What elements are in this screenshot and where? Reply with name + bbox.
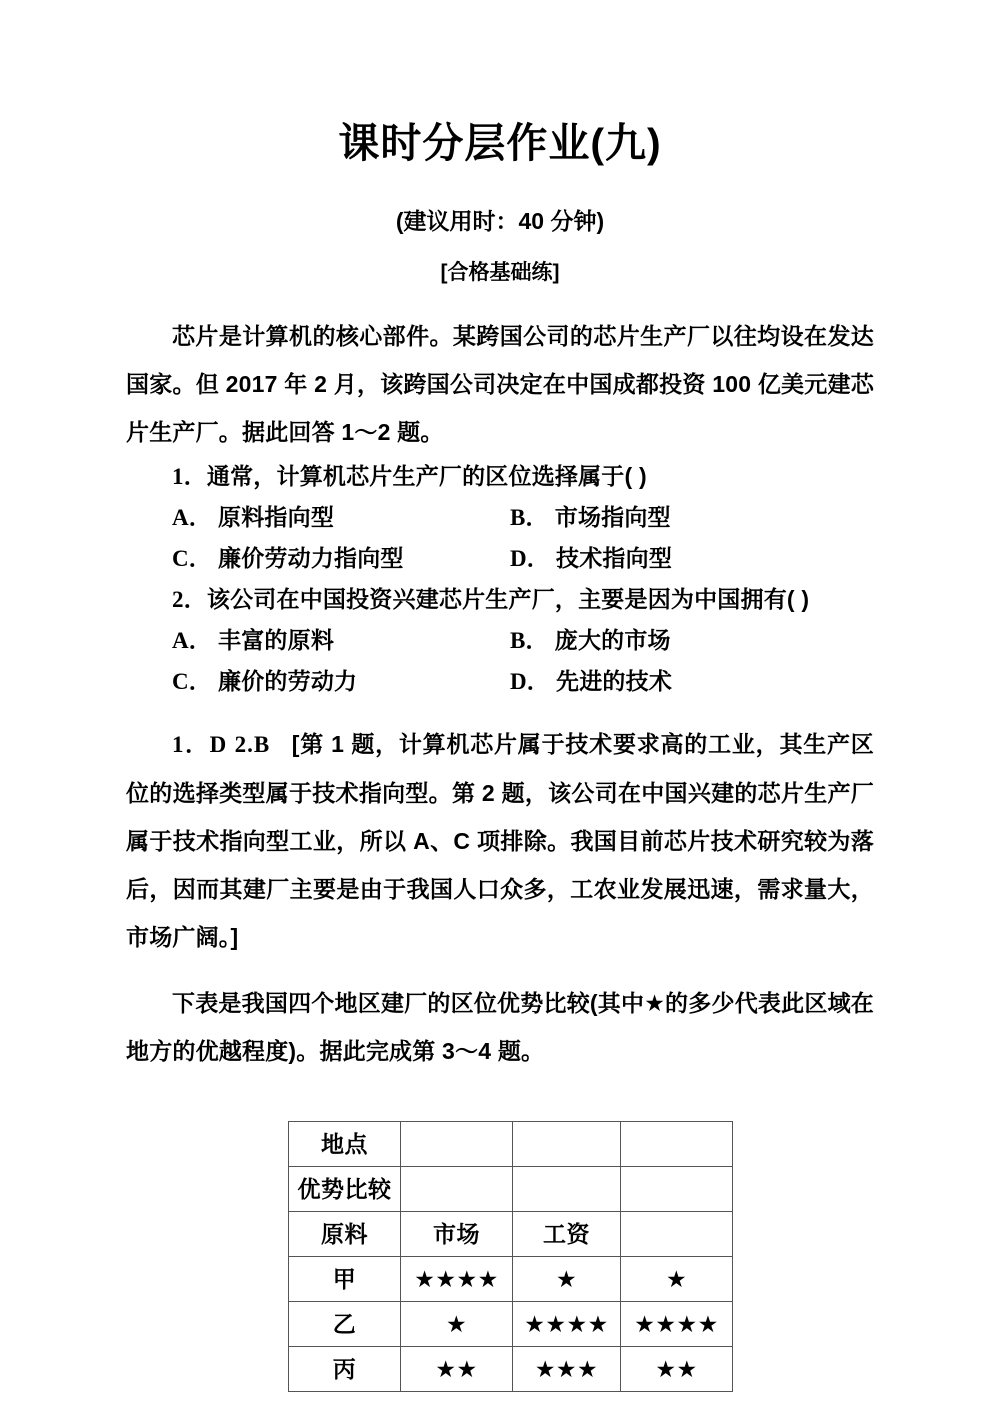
question-2-number: 2． [172,587,207,613]
table-row [289,1302,733,1347]
answer-keys: 1．D 2.B [172,732,271,758]
option-b-label: B． [510,505,549,531]
option-b-text: 市场指向型 [554,504,671,531]
table-row [289,1167,733,1212]
table-cell [513,1167,621,1212]
answer-explanation-block [126,702,874,961]
question-2-stem: 该公司在中国投资兴建芯片生产厂，主要是因为中国拥有( ) [206,586,810,613]
question-1-stem: 通常，计算机芯片生产厂的区位选择属于( ) [206,463,647,490]
table-cell-rating: ★★★★ [513,1302,621,1347]
question-1-option-d[interactable] [510,538,874,579]
option-c-text: 廉价的劳动力 [218,668,358,695]
question-1-options-row-1 [126,497,874,538]
table-cell [621,1167,733,1212]
question-2 [126,579,874,620]
answer-explanation: [第 1 题，计算机芯片属于技术要求高的工业，其生产区位的选择类型属于技术指向型。第 2 题，该公司在中国兴建的芯片生产厂属于技术指向型工业，所以 A、C 项排除。我国目前芯片技术研究较为落后，因而其建厂主要是由于我国人口众多，工农业发展迅速，需求量大，市场广阔。] [126,731,874,951]
table-cell-region-bing: 丙 [289,1347,401,1392]
table-cell-rating: ★★ [621,1347,733,1392]
table-cell-column-label-wage: 工资 [513,1212,621,1257]
option-c-text: 廉价劳动力指向型 [218,545,404,572]
table-cell-column-label-material: 原料 [289,1212,401,1257]
option-d-text: 技术指向型 [556,545,673,572]
table-cell-rating: ★★ [401,1347,513,1392]
question-2-options-row-1 [126,620,874,661]
table-cell-rating: ★ [401,1302,513,1347]
question-1-option-b[interactable] [510,497,874,538]
table-cell-advantage-header: 优势比较 [289,1167,401,1212]
table-cell-rating: ★ [513,1257,621,1302]
question-2-option-b[interactable] [510,620,874,661]
table-cell-column-label-market: 市场 [401,1212,513,1257]
table-row [289,1257,733,1302]
table-cell [621,1212,733,1257]
table-cell-region-jia: 甲 [289,1257,401,1302]
section-label: [合格基础练] [440,261,560,285]
question-1 [126,456,874,497]
table-cell [401,1167,513,1212]
region-advantage-table [288,1121,733,1392]
option-a-text: 丰富的原料 [218,627,335,654]
question-1-number: 1． [172,464,207,490]
option-b-text: 庞大的市场 [554,627,671,654]
table-cell-location-header: 地点 [289,1122,401,1167]
option-a-text: 原料指向型 [218,504,335,531]
table-intro-paragraph: 下表是我国四个地区建厂的区位优势比较(其中★的多少代表此区域在地方的优越程度)。据此完成第 3～4 题。 [126,990,874,1065]
table-cell-region-yi: 乙 [289,1302,401,1347]
body-content [126,286,874,1075]
question-2-option-a[interactable] [172,620,510,661]
option-b-label: B． [510,628,549,654]
option-d-text: 先进的技术 [556,668,673,695]
question-2-option-c[interactable] [172,661,510,702]
comparison-table-wrapper [288,1075,719,1392]
table-cell [401,1122,513,1167]
table-cell [513,1122,621,1167]
question-2-options-row-2 [126,661,874,702]
question-2-option-d[interactable] [510,661,874,702]
suggested-time-subtitle: (建议用时：40 分钟) [395,208,605,235]
option-a-label: A． [172,628,213,654]
option-a-label: A． [172,505,213,531]
table-row [289,1122,733,1167]
option-d-label: D． [510,546,551,572]
table-cell [621,1122,733,1167]
table-cell-rating: ★ [621,1257,733,1302]
option-c-label: C． [172,546,213,572]
option-c-label: C． [172,669,213,695]
question-1-options-row-2 [126,538,874,579]
table-cell-rating: ★★★★ [401,1257,513,1302]
table-row [289,1212,733,1257]
option-d-label: D． [510,669,551,695]
intro-paragraph: 芯片是计算机的核心部件。某跨国公司的芯片生产厂以往均设在发达国家。但 2017 年 2 月，该跨国公司决定在中国成都投资 100 亿美元建芯片生产厂。据此回答 1～2 题。 [126,323,874,446]
table-cell-rating: ★★★ [513,1347,621,1392]
table-row [289,1347,733,1392]
question-1-option-a[interactable] [172,497,510,538]
page-title: 课时分层作业(九) [338,120,662,166]
table-cell-rating: ★★★★ [621,1302,733,1347]
question-1-option-c[interactable] [172,538,510,579]
